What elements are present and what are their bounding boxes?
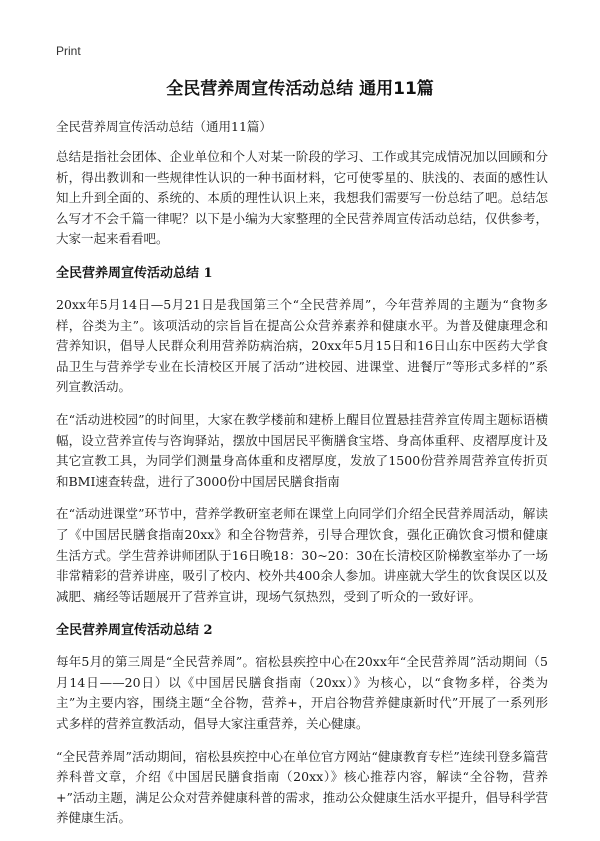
section-1-paragraph-2: 在“活动进校园”的时间里，大家在教学楼前和建桥上醒目位置悬挂营养宣传周主题标语横幅，设立营养宣传与咨询驿站，摆放中国居民平衡膳食宝塔、身高体重秤、皮褶厚度计及其它宣教工具，为同学们测量身高体重和皮褶厚度，发放了1500份营养周营养宣传折页和BMI速查转盘，进行了3000份中国居民膳食指南 xyxy=(56,411,548,489)
intro-paragraph: 总结是指社会团体、企业单位和个人对某一阶段的学习、工作或其完成情况加以回顾和分析，得出教训和一些规律性认识的一种书面材料，它可使零星的、肤浅的、表面的感性认知上升到全面的、系统的、本质的理性认识上来，我想我们需要写一份总结了吧。总结怎么写才不会千篇一律呢？以下是小编为大家整理的全民营养周宣传活动总结，仅供参考，大家一起来看看吧。 xyxy=(56,149,548,247)
section-heading-2: 全民营养周宣传活动总结 2 xyxy=(56,623,213,639)
section-1-paragraph-1: 20xx年5月14日—5月21日是我国第三个“全民营养周”，今年营养周的主题为“食物多样，谷类为主”。该项活动的宗旨旨在提高公众营养素养和健康水平。为普及健康理念和营养知识，倡导人民群众利用营养防病治病，20xx年5月15日和16日山东中医药大学食品卫生与营养学专业在长清校区开展了活动”进校园、进课堂、进餐厅”等形式多样的”系列宣教活动。 xyxy=(56,296,548,395)
print-link[interactable]: Print xyxy=(56,44,81,58)
section-1-paragraph-3: 在“活动进课堂”环节中，营养学教研室老师在课堂上向同学们介绍全民营养周活动，解读了《中国居民膳食指南20xx》和全谷物营养，引导合理饮食，强化正确饮食习惯和健康生活方式。学生营养讲师团队于16日晚18：30~20：30在长清校区阶梯教室举办了一场非常精彩的营养讲座，吸引了校内、校外共400余人参加。讲座就大学生的饮食误区以及减肥、痛经等话题展开了营养宣讲，现场气氛热烈，受到了听众的一致好评。 xyxy=(56,506,548,604)
section-2-paragraph-2: “全民营养周”活动期间，宿松县疾控中心在单位官方网站“健康教育专栏”连续刊登多篇营养科普文章，介绍《中国居民膳食指南（20xx）》核心推荐内容，解读“全谷物，营养+”活动主题，满足公众对营养健康科普的需求，推动公众健康生活水平提升，倡导科学营养健康生活。 xyxy=(56,748,548,826)
page-title: 全民营养周宣传活动总结 通用11篇 xyxy=(166,79,434,99)
document-subtitle: 全民营养周宣传活动总结（通用11篇） xyxy=(56,119,272,134)
section-heading-1: 全民营养周宣传活动总结 1 xyxy=(56,265,213,281)
section-2-paragraph-1: 每年5月的第三周是“全民营养周”。宿松县疾控中心在20xx年“全民营养周”活动期间（5月14日——20日）以《中国居民膳食指南（20xx）》为核心，以“食物多样，谷类为主”为主要内容，围绕主题“全谷物，营养+，开启谷物营养健康新时代”开展了一系列形式多样的营养宣教活动，倡导大家注重营养，关心健康。 xyxy=(56,654,548,732)
document-body xyxy=(56,118,548,841)
